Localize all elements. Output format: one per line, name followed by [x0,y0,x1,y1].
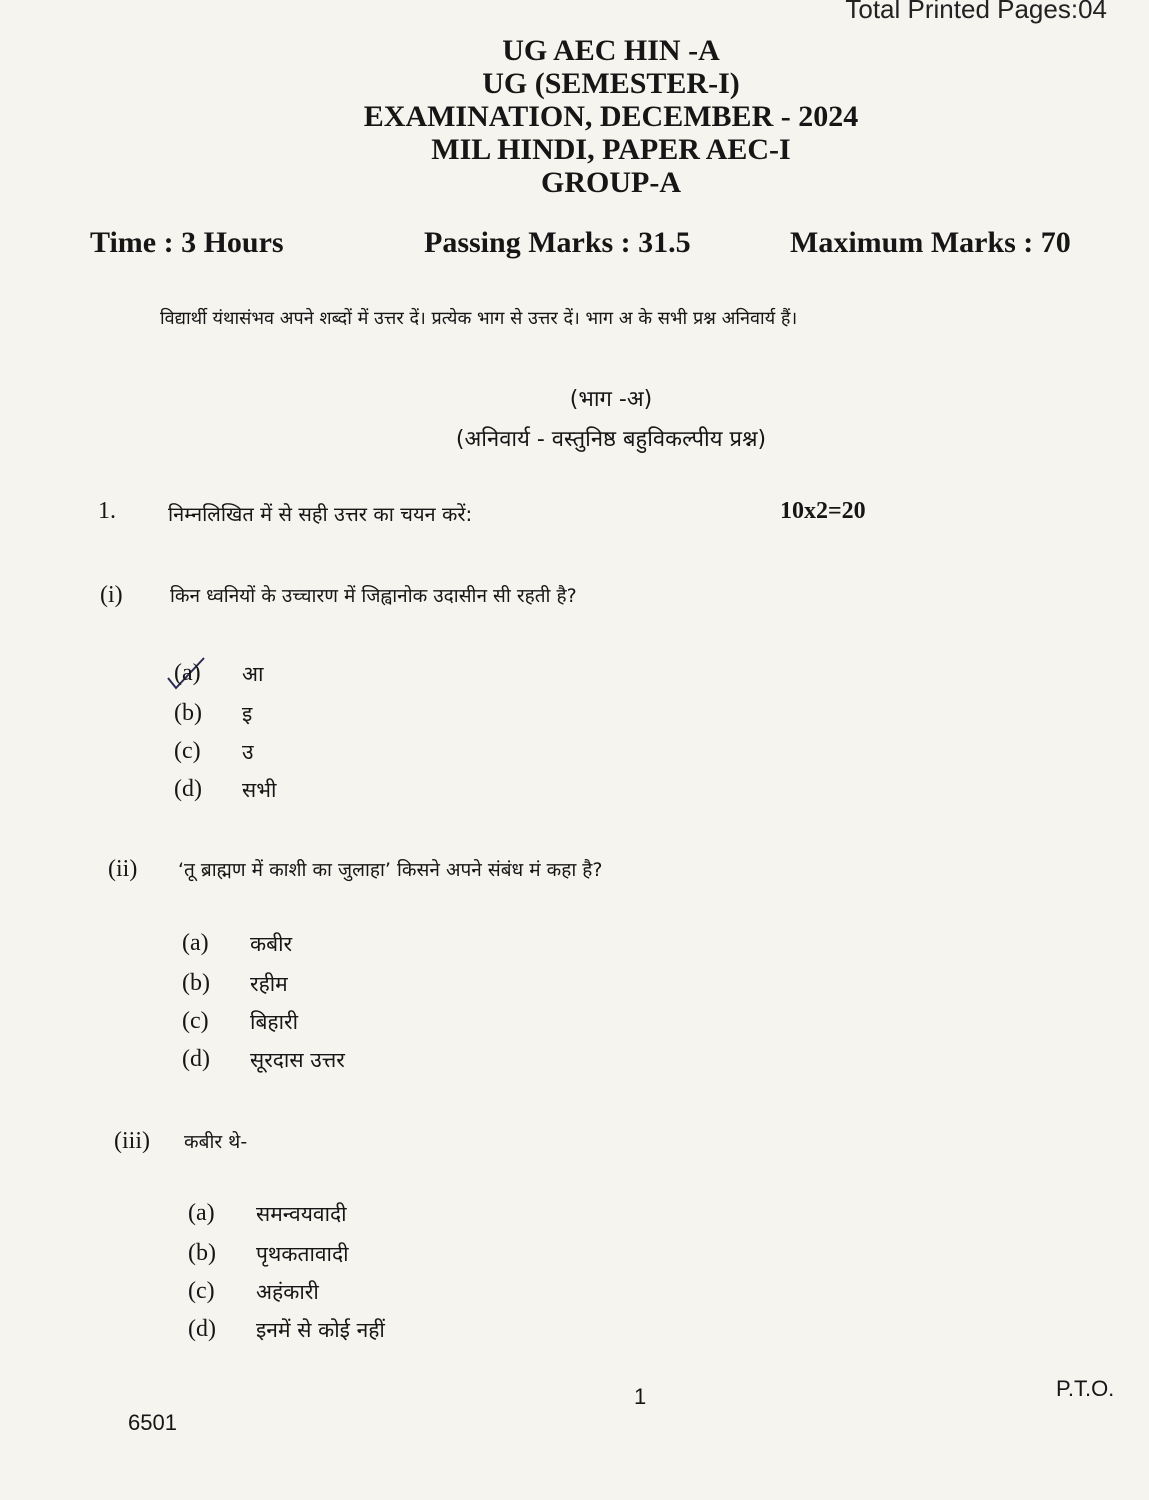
section-title: (भाग -अ) [569,387,653,412]
time-allowed: Time : 3 Hours [90,226,284,259]
subquestion-text: ‘तू ब्राह्मण में काशी का जुलाहा’ किसने अपने संबंध मं कहा है? [178,859,603,881]
option-text: समन्वयवादी [256,1202,347,1226]
subquestion-number: (iii) [114,1128,150,1154]
option-label: (b) [188,1240,216,1266]
paper-code: 6501 [128,1410,177,1435]
header-paper: MIL HINDI, PAPER AEC-I [431,133,791,166]
question-marks: 10x2=20 [780,498,866,524]
total-pages-note: Total Printed Pages:04 [845,0,1107,24]
section-heading [0,380,1149,460]
option-label: (c) [182,1008,209,1034]
header-semester: UG (SEMESTER-I) [482,67,740,100]
exam-header [0,34,1149,199]
subquestion-text: किन ध्वनियों के उच्चारण में जिह्वानोक उदासीन सी रहती है? [170,585,577,607]
section-subtitle: (अनिवार्य - वस्तुनिष्ठ बहुविकल्पीय प्रश्न) [455,427,767,452]
option-label: (c) [188,1278,215,1304]
option-text: आ [242,662,264,686]
option-label: (a) [188,1200,215,1226]
subquestion-number: (ii) [108,856,138,882]
option-text: अहंकारी [256,1280,319,1304]
option-text: उ [242,740,254,764]
maximum-marks: Maximum Marks : 70 [790,226,1071,259]
page-number: 1 [634,1384,647,1409]
option-label: (d) [188,1316,216,1342]
option-label: (d) [174,776,202,802]
option-text: रहीम [250,972,288,996]
option-text: इनमें से कोई नहीं [256,1318,385,1342]
passing-marks: Passing Marks : 31.5 [424,226,691,259]
header-course-code: UG AEC HIN -A [502,34,720,67]
option-label: (c) [174,738,201,764]
pto-note: P.T.O. [1056,1376,1115,1401]
header-group: GROUP-A [541,166,681,199]
subquestion-text: कबीर थे- [184,1131,248,1153]
option-label: (a) [182,930,209,956]
option-text: सूरदास उत्तर [250,1048,345,1072]
option-label: (b) [174,700,202,726]
subquestion-number: (i) [100,582,123,608]
option-label: (d) [182,1046,210,1072]
option-text: सभी [242,778,277,802]
option-label: (b) [182,970,210,996]
option-label: (a) [174,660,201,686]
option-text: बिहारी [250,1010,299,1034]
question-number: 1. [98,498,116,524]
question-instruction: निम्नलिखित में से सही उत्तर का चयन करें: [168,502,473,526]
option-text: कबीर [250,932,293,956]
option-text: पृथकतावादी [256,1242,349,1266]
option-text: इ [242,702,253,726]
header-examination: EXAMINATION, DECEMBER - 2024 [363,100,859,133]
general-instruction: विद्यार्थी यंथासंभव अपने शब्दों में उत्तर दें। प्रत्येक भाग से उत्तर दें। भाग अ के सभी प्रश्न अनिवार्य हैं। [160,308,798,329]
